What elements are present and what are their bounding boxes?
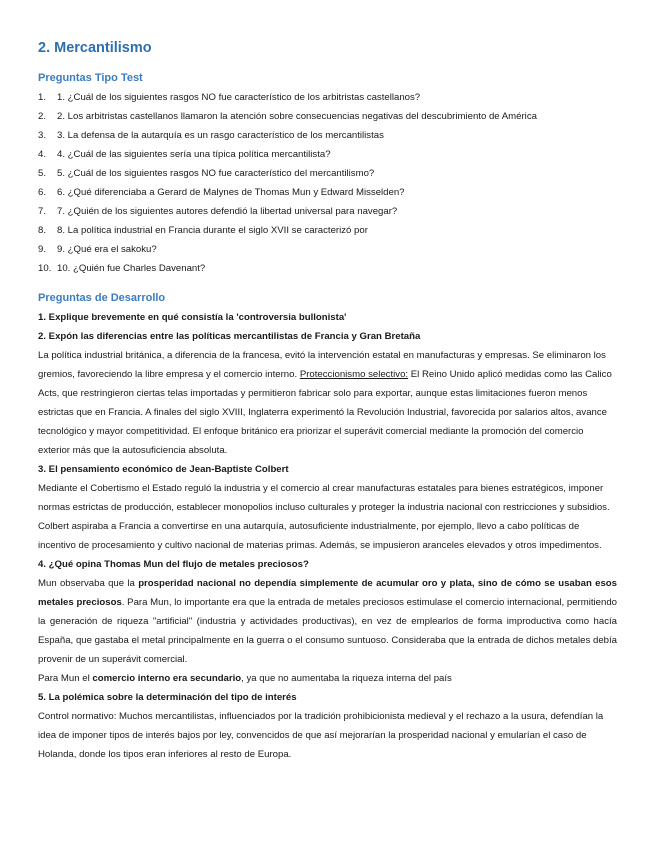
list-item: 8. 8. La política industrial en Francia durante el siglo XVII se caracterizó por bbox=[38, 225, 368, 236]
list-item: 7. 7. ¿Quién de los siguientes autores defendió la libertad universal para navegar? bbox=[38, 206, 398, 217]
question-5-heading: 5. La polémica sobre la determinación del tipo de interés bbox=[38, 692, 297, 703]
list-item: 3. 3. La defensa de la autarquía es un rasgo característico de los mercantilistas bbox=[38, 130, 384, 141]
question-3-answer: Mediante el Cobertismo el Estado reguló la industria y el comercio al crear manufacturas estatales para bienes estratégicos, imponer normas estrictas de producción, establecer monopolios incluso culturales y proteger la industria nacional con restricciones y subsidios. Colbert aspiraba a Francia a convertirse en una autarquía, autosuficiente industrialmente, por ejemplo, llevo a cabo políticas de incentivo de procesamiento y cultivo nacional de materias primas. Además, se impusieron aranceles elevados y otros impedimentos. bbox=[38, 483, 610, 551]
test-questions-list bbox=[38, 88, 617, 278]
list-item: 5. 5. ¿Cuál de los siguientes rasgos NO fue característico del mercantilismo? bbox=[38, 168, 375, 179]
question-4-answer: Mun observaba que la prosperidad nacional no dependía simplemente de acumular oro y plata, sino de cómo se usaban esos metales preciosos. Para Mun, lo importante era que la entrada de metales preciosos estimulase el comercio internacional, permitiendo la generación de riqueza "artificial" (industria y actividades productivas), en vez de emplearlos de forma improductiva como hacía España, que gastaba el metal principalmente en la guerra o el consumo suntuoso. Consideraba que la entrada de dichos metales debía provenir de un superávit comercial. bbox=[38, 578, 617, 665]
question-3-heading: 3. El pensamiento económico de Jean-Baptiste Colbert bbox=[38, 464, 289, 475]
test-questions-heading: Preguntas Tipo Test bbox=[38, 72, 143, 84]
question-5-answer: Control normativo: Muchos mercantilistas, influenciados por la tradición prohibicionista medieval y el rechazo a la usura, defendían la idea de imponer tipos de interés bajos por ley, convencidos de que así mejorarían la prosperidad nacional y emularían el caso de Holanda, donde los tipos eran inferiores al resto de Europa. bbox=[38, 711, 604, 760]
bold-phrase: prosperidad nacional no dependía simplemente de acumular oro y plata, sino de cómo se usaban esos metales preciosos bbox=[38, 578, 617, 608]
list-item: 2. 2. Los arbitristas castellanos llamaron la atención sobre consecuencias negativas del descubrimiento de América bbox=[38, 111, 537, 122]
question-1-heading: 1. Explique brevemente en qué consistía la 'controversia bullonista' bbox=[38, 312, 347, 323]
list-item: 1. 1. ¿Cuál de los siguientes rasgos NO fue característico de los arbitristas castellanos? bbox=[38, 92, 421, 103]
list-item: 4. 4. ¿Cuál de las siguientes sería una típica política mercantilista? bbox=[38, 149, 331, 160]
question-2-answer: La política industrial británica, a diferencia de la francesa, evitó la intervención estatal en manufacturas y empresas. Se eliminaron los gremios, favoreciendo la libre empresa y el comercio interno. Proteccionismo selectivo: El Reino Unido aplicó medidas como las Calico Acts, que restringieron ciertas telas importadas y permitieron fabricar solo para exportar, aunque estas limitaciones fueron menos estrictas que en Francia. A finales del siglo XVIII, Inglaterra experimentó la Revolución Industrial, favorecida por salarios altos, avance tecnológico y mayor competitividad. El enfoque británico era priorizar el superávit comercial mediante la promoción del comercio exterior más que la autosuficiencia absoluta. bbox=[38, 350, 612, 456]
list-item: 9. 9. ¿Qué era el sakoku? bbox=[38, 244, 157, 255]
question-4-heading: 4. ¿Qué opina Thomas Mun del flujo de metales preciosos? bbox=[38, 559, 309, 570]
question-4-answer-note: Para Mun el comercio interno era secundario, ya que no aumentaba la riqueza interna del país bbox=[38, 673, 452, 684]
section-title: 2. Mercantilismo bbox=[38, 40, 152, 56]
list-item: 10. 10. ¿Quién fue Charles Davenant? bbox=[38, 263, 206, 274]
list-item: 6. 6. ¿Qué diferenciaba a Gerard de Malynes de Thomas Mun y Edward Misselden? bbox=[38, 187, 405, 198]
development-questions-heading: Preguntas de Desarrollo bbox=[38, 292, 166, 304]
bold-phrase: comercio interno era secundario bbox=[92, 673, 242, 684]
underlined-term: Proteccionismo selectivo: bbox=[299, 369, 409, 380]
question-2-heading: 2. Expón las diferencias entre las políticas mercantilistas de Francia y Gran Bretaña bbox=[38, 331, 421, 342]
